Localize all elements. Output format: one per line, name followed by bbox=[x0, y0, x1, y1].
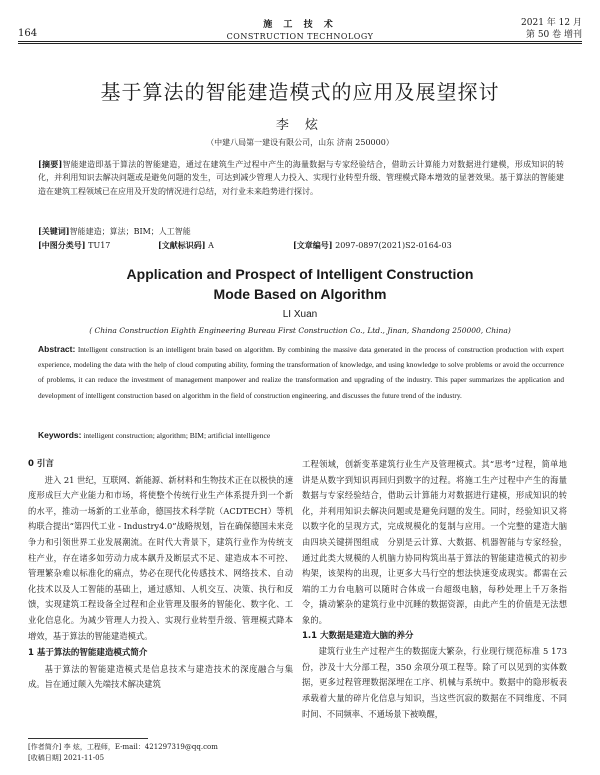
abstract-cn-text: 智能建造即基于算法的智能建造，通过在建筑生产过程中产生的海量数据与专家经验结合，借助云计算能力对数据进行建模，形成知识的转化，并利用知识去解决问题或是避免问题的发生，可达到减少管理人力投入、实现行业转型升级、管理模式降本增效的显著效果。基于算法的智能建造在建筑工程领域已在应用及开发的情况进行总结，对行业未来趋势进行探讨。 bbox=[38, 160, 564, 196]
keywords-cn bbox=[38, 226, 191, 237]
journal-name-cn: 施 工 技 术 bbox=[263, 20, 337, 30]
section-1-heading: 1 基于算法的智能建造模式简介 bbox=[28, 648, 148, 659]
keywords-en-text: intelligent construction; algorithm; BIM; artificial intelligence bbox=[83, 431, 271, 440]
header-rule bbox=[18, 41, 582, 42]
page-number: 164 bbox=[18, 28, 38, 39]
paper-title-cn: 基于算法的智能建造模式的应用及展望探讨 bbox=[100, 80, 500, 104]
abstract-en-label: Abstract: bbox=[38, 344, 76, 354]
abstract-en-text: Intelligent construction is an intelligent brain based on algorithm. By combining the massive data generated in the process of construction production with expert experience, modeling the data with the help of cloud computing ability, forming the transformation of knowledge, and using knowledge to solve problems or avoid the occurrence of problems, it can reduce the investment of management manpower and realize the transformation and upgrading of the industry. This paper summarizes the application and development of intelligent construction based on algorithm in the field of construction engineering, and discusses the future trend of the industry. bbox=[38, 345, 564, 400]
keywords-cn-label: [关键词] bbox=[38, 226, 70, 236]
doc-code-value: A bbox=[208, 241, 214, 250]
keywords-en bbox=[38, 430, 270, 440]
abstract-en bbox=[38, 342, 564, 403]
section-1-1-heading: 1.1 大数据是建造大脑的养分 bbox=[302, 630, 414, 641]
footnote-rule bbox=[28, 738, 148, 739]
clc-value: TU17 bbox=[88, 241, 111, 250]
author-en: LI Xuan bbox=[282, 309, 318, 320]
paper-title-en-line2: Mode Based on Algorithm bbox=[213, 286, 387, 302]
footnote bbox=[28, 742, 218, 764]
issue-date: 2021 年 12 月 bbox=[521, 18, 582, 28]
affiliation-en: ( China Construction Eighth Engineering Bureau First Construction Co., Ltd., Jinan, Shandong 250000, China) bbox=[89, 326, 511, 335]
footnote-author-info: [作者简介] 李 炫，工程师，E-mail：421297319@qq.com bbox=[28, 743, 218, 751]
abstract-cn-label: [摘要] bbox=[38, 159, 63, 169]
body-left-column bbox=[28, 457, 293, 693]
doc-code-label: [文献标识码] bbox=[158, 240, 206, 250]
issue-info bbox=[521, 17, 582, 41]
section-1-paragraph: 基于算法的智能建造模式是信息技术与建造技术的深度融合与集成。旨在通过颠入先端技术解决建筑 bbox=[28, 663, 293, 690]
section-0-heading: 0 引言 bbox=[28, 459, 54, 469]
header-rule-thin bbox=[18, 43, 582, 44]
abstract-cn bbox=[38, 158, 564, 198]
right-column-paragraph: 工程领域，创新变革建筑行业生产及管理模式。其“思考”过程，简单地讲是从数字到知识再回归到数字的过程。将施工生产过程中产生的海量数据与专家经验结合，借助云计算能力对数据进行建模，形成知识的转化，并利用知识去解决问题或是避免问题的发生。同时，经验知识又将以数字化的呈现方式，完成规模化的复制与应用。一个完整的建造大脑由四块关键拼图组成 分别是云计算、大数据、机器智能与专家经验，通过此类大规模的人机脑力协同构筑出基于算法的智能建造模式的初步构架，该架构的出现，让更多大马行空的想法快速变成现实。都需在云端的工力台电脑可以随时合体成一台超级电脑，每秒处理上千万条指令，撬动繁杂的建筑行业中沉睡的数据资源，由此产生的价值是无法想象的。 bbox=[302, 459, 567, 625]
paper-title-en bbox=[0, 264, 600, 304]
affiliation-cn: （中建八局第一建设有限公司，山东 济南 250000） bbox=[206, 138, 394, 147]
body-right-column bbox=[302, 457, 567, 722]
author-cn: 李 炫 bbox=[275, 118, 325, 133]
journal-name-en: CONSTRUCTION TECHNOLOGY bbox=[226, 32, 374, 41]
journal-header bbox=[200, 17, 400, 41]
footnote-received-date: [收稿日期] 2021-11-05 bbox=[28, 754, 105, 762]
section-0-paragraph: 进入 21 世纪，互联网、新能源、新材料和生物技术正在以极快的速度形成巨大产业能力和市场，将使整个传统行业生产体系提升到一个新的水平，推动一场新的工业革命，德国技术科学院（ACDTECH）等机构联合提出“第四代工业 - Industry4.0”战略规划，旨在确保德国未来竞争力和引领世界工业发展潮流。在时代大背景下，建筑行业作为传统支柱产业，存在诸多如劳动力成本飙升及断层式不足、建造成本不可控、管理繁杂难以标准化的痛点，势必在现代化传感技术、网络技术、自动化技术以及人工智能的基础上，通过感知、人机交互、决策、执行和反馈，实现建筑工程设备全过程和企业管理及服务的智能化、数字化、工业化信息化。为减少管理人力投入、实现行业转型升级、管理模式降本增效，基于算法的智能建造模式。 bbox=[28, 474, 293, 641]
article-no-value: 2097-0897(2021)S2-0164-03 bbox=[335, 241, 452, 250]
article-no-label: [文章编号] bbox=[293, 240, 333, 250]
paper-title-en-line1: Application and Prospect of Intelligent Construction bbox=[126, 266, 474, 282]
section-1-1-paragraph: 建筑行业生产过程产生的数据庞大繁杂，行业现行规范标准 5 173 份，涉及十大分部工程，350 余项分项工程等。除了可以见到的实体数据，更多过程管理数据深埋在工序、机械与系统中。数据中的隐形板表承载着大量的碎片化信息与知识，当这些沉寂的数据在不同维度、不同时间、不同频率、不通场景下被唤醒， bbox=[302, 646, 567, 719]
clc-label: [中图分类号] bbox=[38, 240, 86, 250]
issue-volume: 第 50 卷 增刊 bbox=[525, 30, 582, 40]
keywords-cn-text: 智能建造；算法；BIM；人工智能 bbox=[69, 227, 191, 236]
keywords-en-label: Keywords: bbox=[38, 430, 82, 440]
